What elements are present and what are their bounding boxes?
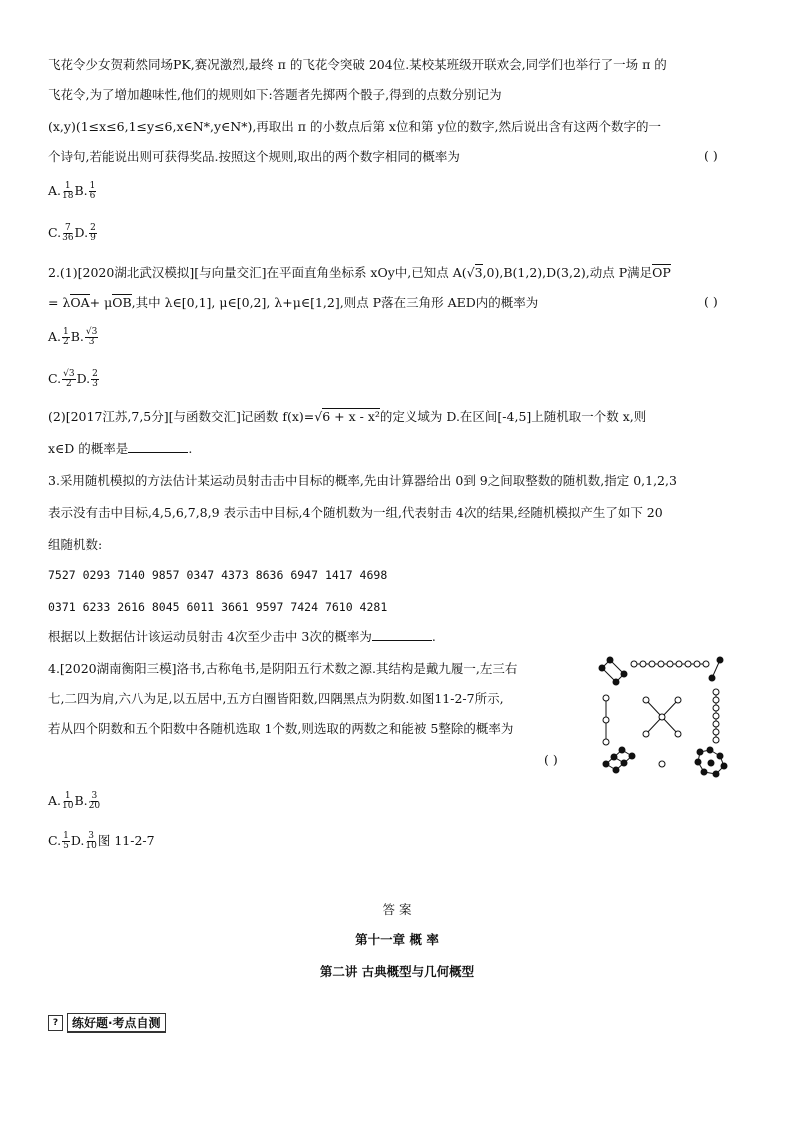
p2-line1: 2.(1)[2020湖北武汉模拟][与向量交汇]在平面直角坐标系 xOy中,已知点 A(√3,0),B(1,2),D(3,2),动点 P满足OP bbox=[48, 265, 671, 280]
p1-line4: 个诗句,若能说出则可获得奖品.按照这个规则,取出的两个数字相同的概率为 bbox=[48, 149, 460, 164]
p2-answer-paren: ( ) bbox=[704, 294, 718, 309]
p1-options-ab: A. $\frac{1}{18}$ B. $\frac{1}{6}$ bbox=[48, 181, 96, 201]
luoshu-seven bbox=[713, 689, 719, 743]
luoshu-two bbox=[709, 657, 723, 681]
luoshu-eight bbox=[695, 747, 727, 777]
p1-options-cd: C. $\frac{7}{36}$ D. $\frac{2}{9}$ bbox=[48, 223, 96, 243]
p4-options-ab: A. $\frac{1}{10}$ B. $\frac{3}{20}$ bbox=[48, 791, 101, 811]
p1-line1: 飞花令少女贺莉然同场PK,赛况激烈,最终 π 的飞花令突破 204位.某校某班级开联欢会,同学们也举行了一场 π 的 bbox=[48, 57, 667, 72]
p3-line3: 组随机数: bbox=[48, 537, 103, 552]
p3-random-row2: 0371 6233 2616 8045 6011 3661 9597 7424 7610 4281 bbox=[48, 600, 388, 614]
p1-line3: (x,y)(1≤x≤6,1≤y≤6,x∈N*,y∈N*),再取出 π 的小数点后第 x位和第 y位的数字,然后说出含有这两个数字的一 bbox=[48, 119, 661, 134]
luoshu-five bbox=[643, 697, 681, 737]
section-badge bbox=[48, 1013, 166, 1033]
p3-random-row1: 7527 0293 7140 9857 0347 4373 8636 6947 1417 4698 bbox=[48, 568, 388, 582]
p3-line4: 根据以上数据估计该运动员射击 4次至少击中 3次的概率为 . bbox=[48, 629, 436, 644]
p4-line2: 七,二四为肩,六八为足,以五居中,五方白圈皆阳数,四隅黑点为阴数.如图11-2-7所示, bbox=[48, 691, 504, 706]
p2-part2-line2: x∈D 的概率是 . bbox=[48, 441, 193, 456]
lightbulb-icon: ? bbox=[48, 1015, 63, 1031]
luoshu-six bbox=[603, 747, 635, 773]
p4-answer-paren: ( ) bbox=[544, 752, 558, 767]
p2-part2-line1: (2)[2017江苏,7,5分][与函数交汇]记函数 f(x)=√6 + x - x²的定义域为 D.在区间[-4,5]上随机取一个数 x,则 bbox=[48, 409, 647, 424]
luoshu-four bbox=[599, 657, 627, 685]
p1-line2: 飞花令,为了增加趣味性,他们的规则如下:答题者先掷两个骰子,得到的点数分别记为 bbox=[48, 87, 502, 102]
p2-line2: = λOA+ μOB,其中 λ∈[0,1], μ∈[0,2], λ+μ∈[1,2],则点 P落在三角形 AED内的概率为 bbox=[48, 295, 539, 310]
p2-options-cd: C. $\frac{√3}{2}$ D. $\frac{2}{3}$ bbox=[48, 369, 98, 389]
figure-caption: 图 11-2-7 bbox=[97, 833, 155, 848]
section-title: 第二讲 古典概型与几何概型 bbox=[319, 964, 475, 979]
p4-options-cd: C. $\frac{1}{5}$ D. $\frac{3}{10}$ 图 11-2-7 bbox=[48, 831, 155, 851]
luoshu-nine bbox=[631, 661, 709, 667]
answer-blank bbox=[372, 629, 432, 641]
answer-blank bbox=[128, 441, 188, 453]
p3-line1: 3.采用随机模拟的方法估计某运动员射击击中目标的概率,先由计算器给出 0到 9之间取整数的随机数,指定 0,1,2,3 bbox=[48, 473, 677, 488]
p4-line3: 若从四个阴数和五个阳数中各随机选取 1个数,则选取的两数之和能被 5整除的概率为 bbox=[48, 721, 514, 736]
answers-title: 答 案 bbox=[382, 902, 412, 917]
chapter-title: 第十一章 概 率 bbox=[355, 932, 439, 947]
luoshu-three bbox=[603, 695, 609, 745]
p1-answer-paren: ( ) bbox=[704, 148, 718, 163]
p2-options-ab: A. $\frac{1}{2}$ B. $\frac{√3}{3}$ bbox=[48, 327, 98, 347]
badge-label: 练好题·考点自测 bbox=[67, 1013, 166, 1033]
luoshu-figure bbox=[594, 652, 734, 782]
p3-line2: 表示没有击中目标,4,5,6,7,8,9 表示击中目标,4个随机数为一组,代表射击 4次的结果,经随机模拟产生了如下 20 bbox=[48, 505, 663, 520]
p4-line1: 4.[2020湖南衡阳三模]洛书,古称龟书,是阴阳五行术数之源.其结构是戴九履一,左三右 bbox=[48, 661, 518, 676]
luoshu-one bbox=[659, 761, 665, 767]
